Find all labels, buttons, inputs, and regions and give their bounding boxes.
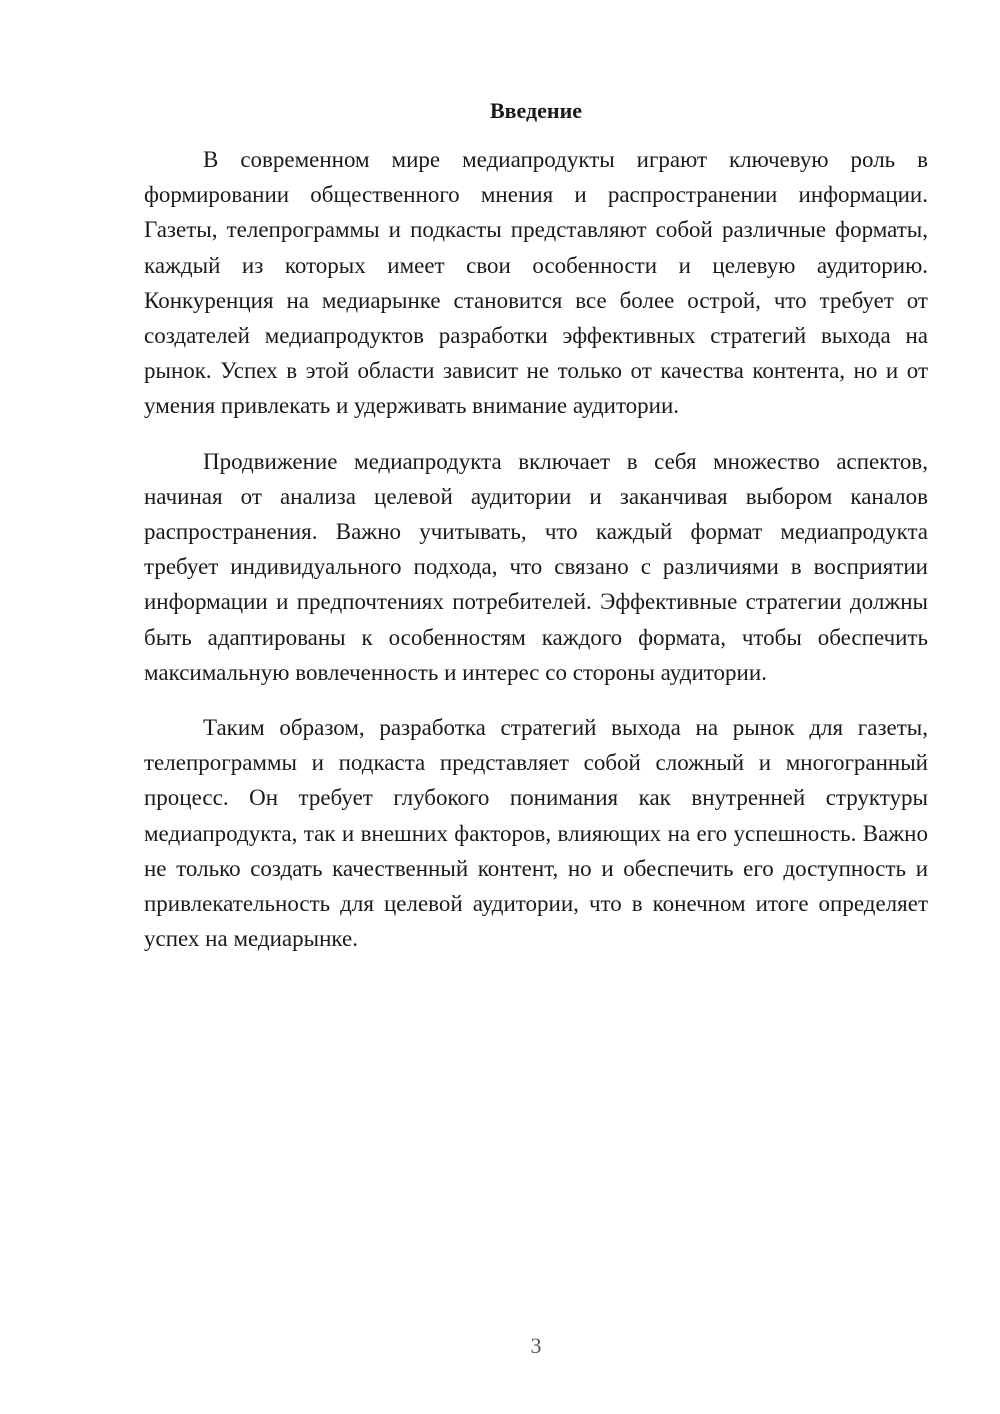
paragraph-3: Таким образом, разработка стратегий выхода на рынок для газеты, телепрограммы и подкаста представляет собой сложный и многогранный процесс. Он требует глубокого понимания как внутренней структуры медиапродукта, так и внешних факторов, влияющих на его успешность. Важно не только создать качественный контент, но и обеспечить его доступность и привлекательность для целевой аудитории, что в конечном итоге определяет успех на медиарынке. <box>144 715 928 952</box>
paragraph-1: В современном мире медиапродукты играют ключевую роль в формировании общественного мнения и распространении информации. Газеты, телепрограммы и подкасты представляют собой различные форматы, каждый из которых имеет свои особенности и целевую аудиторию. Конкуренция на медиарынке становится все более острой, что требует от создателей медиапродуктов разработки эффективных стратегий выхода на рынок. Успех в этой области зависит не только от качества контента, но и от умения привлекать и удерживать внимание аудитории. <box>144 147 928 419</box>
paragraph-2: Продвижение медиапродукта включает в себя множество аспектов, начиная от анализа целевой аудитории и заканчивая выбором каналов распространения. Важно учитывать, что каждый формат медиапродукта требует индивидуального подхода, что связано с различиями в восприятии информации и предпочтениях потребителей. Эффективные стратегии должны быть адаптированы к особенностям каждого формата, чтобы обеспечить максимальную вовлеченность и интерес со стороны аудитории. <box>144 448 928 685</box>
body-text <box>144 142 928 976</box>
page-number: 3 <box>530 1333 542 1358</box>
section-title: Введение <box>489 98 583 123</box>
